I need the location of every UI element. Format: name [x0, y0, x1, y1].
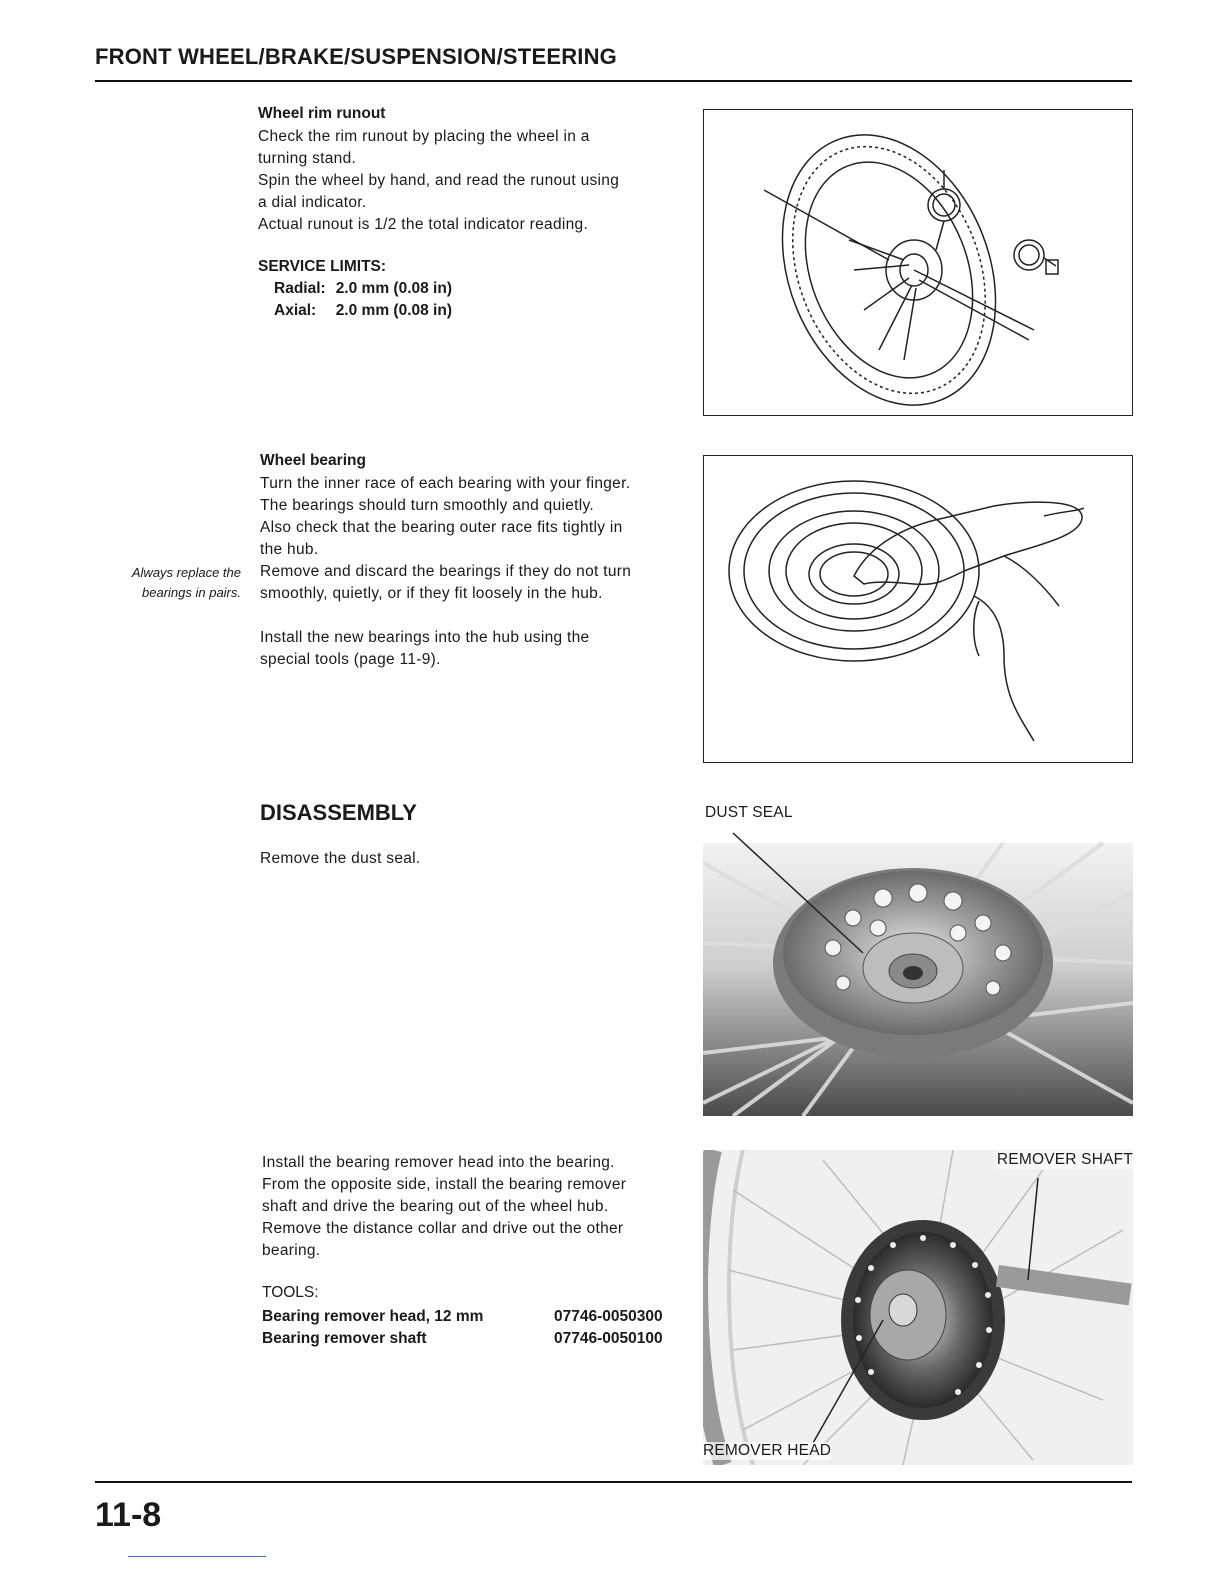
runout-text: Check the rim runout by placing the wheel in a turning stand. Spin the wheel by hand, and read the runout using a dial indicator. Actual runout is 1/2 the total indicator reading. — [258, 128, 620, 233]
link-underline[interactable] — [128, 1556, 266, 1557]
limits-title: SERVICE LIMITS: — [258, 258, 387, 275]
label-dust-seal: DUST SEAL — [705, 804, 793, 821]
label-remover-head: REMOVER HEAD — [703, 1442, 832, 1459]
side-note: Always replace the bearings in pairs. — [131, 565, 241, 600]
runout-figure — [703, 109, 1133, 416]
header-rule — [95, 80, 1132, 82]
tools-table — [262, 1306, 663, 1350]
wheel-dial-indicator-illustration — [704, 110, 1132, 415]
tools-title: TOOLS: — [262, 1284, 319, 1301]
hub-remover-photo-illustration — [703, 1150, 1133, 1465]
dust-seal-photo — [703, 803, 1133, 1116]
label-remover-shaft: REMOVER SHAFT — [996, 1151, 1133, 1168]
limit-row-radial: Radial: 2.0 mm (0.08 in) — [274, 280, 452, 297]
tool-row: Bearing remover shaft 07746-0050100 — [262, 1330, 663, 1347]
page-title: FRONT WHEEL/BRAKE/SUSPENSION/STEERING — [95, 44, 617, 69]
remover-text: Install the bearing remover head into the bearing. From the opposite side, install the bearing remover shaft and drive the bearing out of the wheel hub. Remove the distance collar and drive out the other bearing. — [262, 1154, 627, 1259]
bearing-text: Turn the inner race of each bearing with your finger. The bearings should turn smoothly and quietly. Also check that the bearing outer race fits tightly in the hub. Remove and discard the bearings if they do not turn smoothly, quietly, or if they fit loosely in the hub. — [260, 475, 632, 602]
runout-heading: Wheel rim runout — [258, 105, 386, 122]
section-title-disassembly: DISASSEMBLY — [260, 800, 417, 825]
bearing-install-text: Install the new bearings into the hub using the special tools (page 11-9). — [260, 629, 590, 668]
limits-table — [274, 278, 462, 322]
limit-row-axial: Axial: 2.0 mm (0.08 in) — [274, 302, 452, 319]
bearing-finger-illustration — [704, 456, 1132, 762]
bearing-figure — [703, 455, 1133, 763]
disassembly-text: Remove the dust seal. — [260, 850, 421, 867]
hub-dust-seal-photo-illustration — [703, 803, 1133, 1116]
page-number: 11-8 — [95, 1496, 162, 1534]
bearing-heading: Wheel bearing — [260, 452, 366, 469]
tool-row: Bearing remover head, 12 mm 07746-0050300 — [262, 1308, 663, 1325]
footer-rule — [95, 1481, 1132, 1483]
remover-photo — [703, 1150, 1133, 1465]
